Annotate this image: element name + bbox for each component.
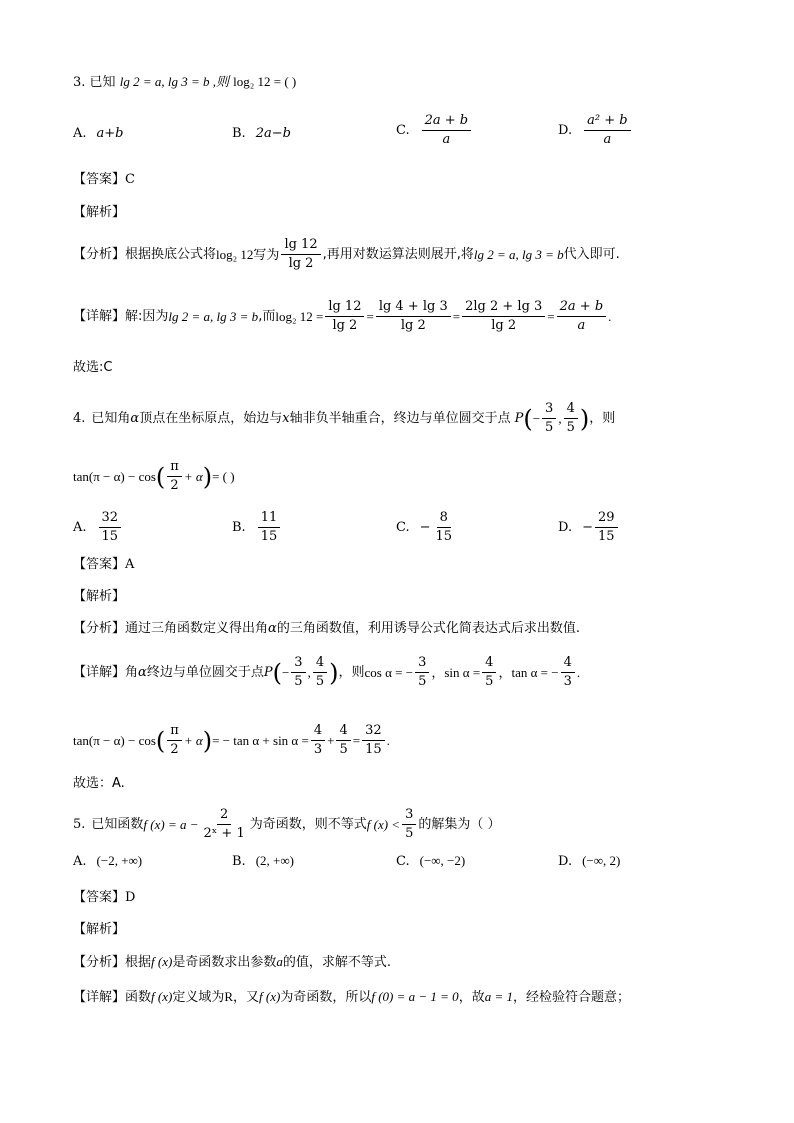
denominator: lg 2 [491,318,517,334]
fenxi-text: 是奇函数求出参数 [172,955,277,970]
fraction [167,460,182,494]
fenxi-text: 根据换底公式将 [125,247,217,263]
denominator: 15 [365,742,382,758]
q4-option-c [396,511,457,545]
numerator: π [167,460,182,477]
sin-expr: ，sin α = [431,665,481,681]
denominator: lg 2 [332,318,358,334]
q5-stem-text: 为奇函数，则不等式 [249,817,367,833]
alpha-symbol: α [268,621,277,636]
expr: tan(π − α) − cos [73,733,156,749]
question-number: 3. [73,75,86,90]
denominator: 5 [405,826,414,842]
q5-stem-math: f (x) < [366,817,401,833]
denominator: 2 [170,742,179,758]
fenxi-tag: 【分析】 [73,247,126,263]
fraction [362,724,385,758]
numerator: 2lg 2 + lg 3 [462,300,545,317]
numerator: π [167,724,182,741]
fraction [201,808,248,842]
q5-option-b [232,853,294,869]
denominator: lg 2 [400,318,426,334]
xiangjie-math: R [224,989,234,1004]
q4-choice: 故选：A. [73,776,125,791]
q4-expr: + α [183,469,203,485]
xiangjie-tag: 【详解】 [73,665,126,681]
q5-stem-text: 的解集为（ ） [418,817,501,833]
q5-answer [73,891,135,904]
numerator: 3 [415,656,429,673]
q3-xiangjie: 【详解】 解:因为 lg 2 = a, lg 3 = b ,而 log₂ 12 = $\frac{\lg 12}{\lg 2}$ = $\frac{\lg 4 + \lg 3}{\lg 2}$ = $\frac{2\lg 2 + \lg 3}{\lg 2}$ = $\frac{2a + b}{a}$ . [73,299,612,334]
fenxi-text: 的三角函数值，利用诱导公式化简表达式后求出数值. [276,621,580,636]
fraction [336,724,350,758]
xiangjie-text: ，经检验符合题意； [512,990,630,1005]
expr: + α [183,733,203,749]
xiangjie-text: 函数 [125,990,152,1005]
fenxi-tag: 【分析】 [73,955,126,970]
q5-stem-math: f (x) = a − [143,817,199,833]
analysis-tag: 【解析】 [73,589,126,604]
q5-fenxi [73,955,391,969]
numerator: 4 [564,402,578,419]
q3-fenxi [73,238,620,272]
q5-option-c [396,853,465,869]
alpha-symbol: α [138,665,147,681]
fenxi-text: 通过三角函数定义得出角 [125,621,269,636]
q3-option-d [558,114,633,148]
q3-option-b [232,126,291,141]
option-label: D. [558,520,573,536]
xiangjie-math: f (0) = a − 1 = 0 [371,989,459,1004]
fenxi-tag: 【分析】 [73,621,126,636]
analysis-tag: 【解析】 [73,205,126,220]
xiangjie-text: 角 [125,665,139,681]
fraction [433,511,456,545]
xiangjie-math: a = 1 [484,989,513,1004]
numerator: 4 [336,724,350,741]
numerator: 3 [291,656,305,673]
fraction [311,724,325,758]
numerator: lg 4 + lg 3 [376,300,451,317]
answer-value: A [125,557,135,572]
question-number: 5. [73,817,86,833]
option-text: (−∞, 2) [582,853,621,868]
option-label: B. [232,853,246,869]
q3-stem-target: log₂ 12 = ( ) [233,74,297,89]
q3-option-c [396,114,473,148]
numerator: 32 [362,724,385,741]
xiangjie-text: 定义域为 [172,990,225,1005]
denominator: 15 [598,529,615,545]
fraction [325,300,364,334]
q4-xiangjie-line2: tan(π − α) − cos ( $\frac{\pi}{2}$ + α ) = − tan α + sin α = $\frac{4}{3}$ + $\frac{4}{5}$ = $\frac{32}{15}$ . [73,723,390,758]
denominator: 2ˣ + 1 [203,826,245,842]
fenxi-math: f (x) [151,954,173,969]
xiangjie-math: log₂ 12 = [275,309,324,325]
fraction [415,656,429,690]
numerator: 8 [437,511,451,528]
q3-answer [73,173,135,186]
q3-stem-math: lg 2 = a, lg 3 = b ,则 [119,74,229,89]
fraction [584,114,630,148]
numerator: 3 [542,402,556,419]
x-symbol: x [282,411,290,427]
analysis-tag: 【解析】 [73,922,126,937]
denominator: a [577,318,586,334]
q4-stem-text: 顶点在坐标原点，始边与 [139,411,283,427]
fraction [258,511,281,545]
denominator: 5 [418,674,427,690]
fenxi-text: 的值，求解不等式. [282,955,391,970]
xiangjie-tag: 【详解】 [73,990,126,1005]
xiangjie-text: 解:因为 [125,309,169,325]
fraction [557,300,607,334]
fenxi-text: 代入即可. [563,247,620,263]
q4-option-d [558,511,620,545]
q4-fenxi [73,622,580,635]
denominator: lg 2 [288,256,314,272]
xiangjie-text: 为奇函数，所以 [280,990,372,1005]
answer-value: D [125,890,136,905]
xiangjie-math: f (x) [151,989,173,1004]
fraction [542,402,556,436]
numerator: 4 [311,724,325,741]
q4-answer [73,558,134,571]
q5-option-d [558,853,620,869]
denominator: 5 [566,420,575,436]
point-p: P [263,665,273,681]
option-label: A. [73,126,87,141]
numerator: 32 [99,511,122,528]
fenxi-text: ,再用对数运算法则展开,将 [322,247,474,263]
denominator: 5 [339,742,348,758]
q4-stem: 4. 已知角 α 顶点在坐标原点，始边与 x 轴非负半轴重合，终边与单位圆交于点 P ( − $\frac{3}{5}$ , $\frac{4}{5}$ ) ，则 [73,401,616,436]
fraction [462,300,545,334]
option-sign: − [419,520,431,536]
expr: = − tan α + sin α = [212,733,309,749]
point-p: P [514,411,524,427]
q4-stem-text: 已知角 [91,411,131,427]
option-label: B. [232,126,246,141]
q3-stem [73,75,296,89]
q3-analysis-heading [73,206,125,219]
denominator: 5 [294,674,303,690]
alpha-symbol: α [130,411,140,427]
xiangjie-text: ,而 [258,309,276,325]
numerator: 4 [313,656,327,673]
option-text: (2, +∞) [255,853,294,868]
denominator: 2 [170,478,179,494]
xiangjie-text: 终边与单位圆交于点 [146,665,264,681]
denominator: 5 [485,674,494,690]
fraction [561,656,575,690]
question-number: 4. [73,411,86,427]
fraction [595,511,618,545]
q4-expression: tan(π − α) − cos ( $\frac{\pi}{2}$ + α ) = ( ) [73,459,235,494]
denominator: 15 [260,529,278,545]
answer-tag: 【答案】 [73,172,126,187]
option-label: C. [396,123,410,139]
fraction [376,300,451,334]
answer-tag: 【答案】 [73,557,126,572]
cos-expr: cos α = − [364,665,414,681]
q4-expr: = ( ) [212,469,235,485]
xiangjie-text: ，又 [233,990,260,1005]
q4-option-a [73,511,123,545]
numerator: 3 [402,808,416,825]
numerator: 2 [217,808,231,825]
numerator: lg 12 [325,300,364,317]
fraction [281,238,320,272]
option-text: 2a−b [255,126,291,141]
denominator: 3 [313,742,323,758]
option-label: D. [558,853,573,869]
q5-option-a [73,853,142,869]
fraction [167,724,182,758]
option-label: A. [73,520,87,536]
denominator: 15 [435,529,453,545]
denominator: a [603,132,612,148]
numerator: 29 [595,511,618,528]
option-text: a+b [96,126,124,141]
numerator: 2a + b [422,114,472,131]
denominator: 3 [563,674,572,690]
numerator: 11 [258,511,281,528]
q5-stem-text: 已知函数 [91,817,144,833]
numerator: 4 [561,656,575,673]
numerator: 4 [482,656,496,673]
q4-stem-text: ，则 [589,411,616,427]
fraction [564,402,578,436]
q4-analysis-heading [73,590,125,603]
denominator: 15 [101,529,119,545]
q4-stem-text: 轴非负半轴重合，终边与单位圆交于点 [289,411,511,427]
fraction [99,511,122,545]
option-label: B. [232,520,246,536]
fraction [313,656,327,690]
q4-option-b [232,511,282,545]
numerator: 2a + b [557,300,607,317]
tan-expr: ，tan α = − [498,665,559,681]
option-label: A. [73,853,87,869]
answer-tag: 【答案】 [73,890,126,905]
option-label: C. [396,853,410,869]
denominator: 5 [545,420,554,436]
xiangjie-math: lg 2 = a, lg 3 = b [168,309,259,325]
fraction [291,656,305,690]
option-sign: − [582,520,593,536]
xiangjie-tag: 【详解】 [73,309,126,325]
xiangjie-text: ，故 [458,990,485,1005]
option-text: (−2, +∞) [96,853,143,868]
q5-analysis-heading [73,923,125,936]
q3-option-a [73,126,124,141]
numerator: lg 12 [281,238,320,255]
fenxi-math: lg 2 = a, lg 3 = b [473,247,564,263]
fraction [482,656,496,690]
option-label: D. [558,123,573,139]
fenxi-math: log₂ 12写为 [216,247,280,263]
fraction [402,808,416,842]
fenxi-text: 根据 [125,955,152,970]
fraction [422,114,472,148]
answer-value: C [125,172,135,187]
xiangjie-text: ，则 [338,665,365,681]
q5-xiangjie [73,990,630,1004]
numerator: a² + b [584,114,630,131]
option-text: (−∞, −2) [419,853,466,868]
fenxi-math: a [276,954,283,969]
xiangjie-math: f (x) [259,989,281,1004]
denominator: 5 [315,674,325,690]
denominator: a [442,132,451,148]
q4-xiangjie: 【详解】 角 α 终边与单位圆交于点 P ( − $\frac{3}{5}$ , $\frac{4}{5}$ ) ，则 cos α = − $\frac{3}{5}$ ，sin α = $\frac{4}{5}$ ，tan α = − $\frac{4}{3}$ . [73,655,581,690]
q3-choice: 故选:C [73,360,113,375]
option-label: C. [396,520,410,536]
q5-stem [73,808,500,842]
q4-expr: tan(π − α) − cos [73,469,156,485]
q3-stem-text: 已知 [89,75,116,90]
